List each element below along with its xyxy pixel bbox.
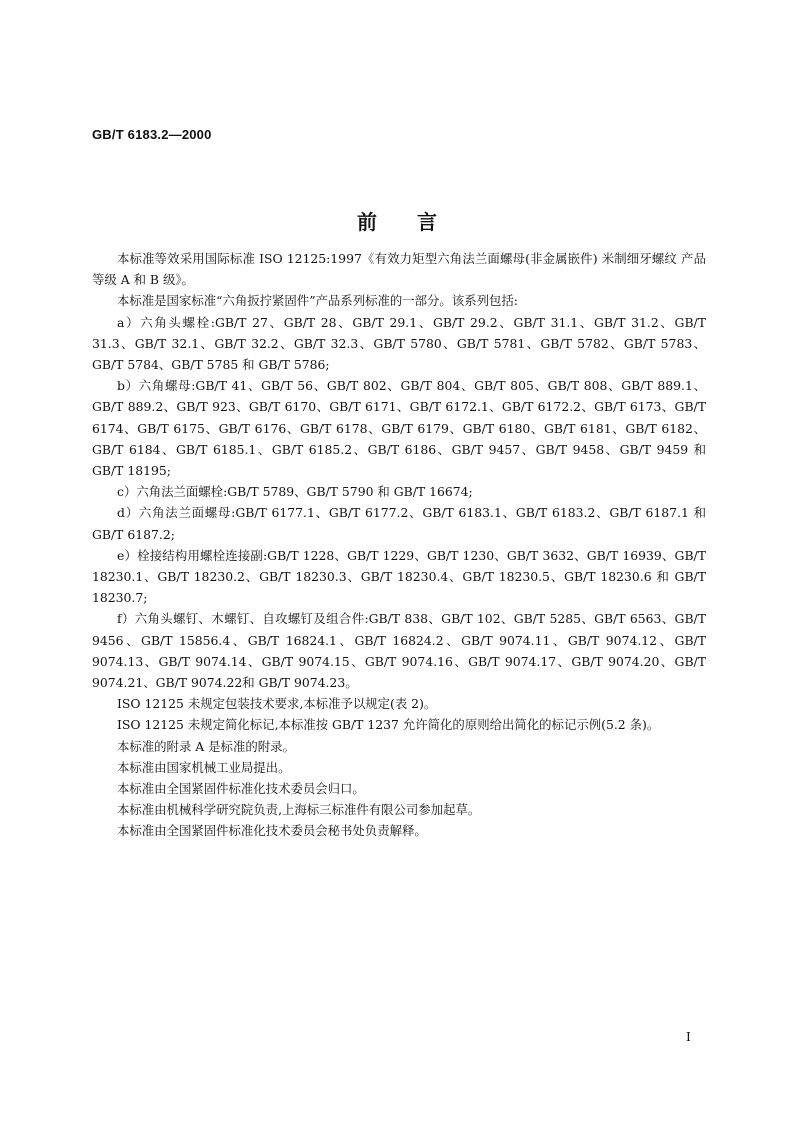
paragraph-adoption: 本标准等效采用国际标准 ISO 12125:1997《有效力矩型六角法兰面螺母(非金属嵌件) 米制细牙螺纹 产品等级 A 和 B 级》。 <box>92 251 706 288</box>
paragraph-interpreted-by: 本标准由全国紧固件标准化技术委员会秘书处负责解释。 <box>117 823 427 839</box>
standard-code: GB/T 6183.2—2000 <box>92 127 212 142</box>
foreword-body <box>92 248 706 842</box>
paragraph-annex: 本标准的附录 A 是标准的附录。 <box>117 738 295 754</box>
page-title: 前言 <box>357 210 477 234</box>
paragraph-series-intro: 本标准是国家标准“六角扳拧紧固件”产品系列标准的一部分。该系列包括: <box>117 293 518 309</box>
paragraph-centralized-by: 本标准由全国紧固件标准化技术委员会归口。 <box>117 781 365 797</box>
paragraph-drafted-by: 本标准由机械科学研究院负责,上海标三标准件有限公司参加起草。 <box>117 802 481 818</box>
list-item-f-screws: f）六角头螺钉、木螺钉、自攻螺钉及组合件:GB/T 838、GB/T 102、GB/T 5285、GB/T 6563、GB/T 9456、GB/T 15856.4、GB/T 16824.1、GB/T 16824.2、GB/T 9074.11、GB/T 9074.12、GB/T 9074.13、GB/T 9074.14、GB/T 9074.15、GB/T 9074.16、GB/T 9074.17、GB/T 9074.20、GB/T 9074.21、GB/T 9074.22和 GB/T 9074.23。 <box>92 611 706 691</box>
list-item-a-bolts: a）六角头螺栓:GB/T 27、GB/T 28、GB/T 29.1、GB/T 29.2、GB/T 31.1、GB/T 31.2、GB/T 31.3、GB/T 32.1、GB/T 32.2、GB/T 32.3、GB/T 5780、GB/T 5781、GB/T 5782、GB/T 5783、GB/T 5784、GB/T 5785 和 GB/T 5786; <box>92 314 706 373</box>
paragraph-proposed-by: 本标准由国家机械工业局提出。 <box>117 759 291 775</box>
list-item-c-flange-bolts: c）六角法兰面螺栓:GB/T 5789、GB/T 5790 和 GB/T 16674; <box>117 484 473 500</box>
list-item-e-structural-bolting: e）栓接结构用螺栓连接副:GB/T 1228、GB/T 1229、GB/T 1230、GB/T 3632、GB/T 16939、GB/T 18230.1、GB/T 18230.2、GB/T 18230.3、GB/T 18230.4、GB/T 18230.5、GB/T 18230.6 和 GB/T 18230.7; <box>92 547 706 606</box>
paragraph-marking: ISO 12125 未规定简化标记,本标准按 GB/T 1237 允许简化的原则给出简化的标记示例(5.2 条)。 <box>117 717 660 733</box>
list-item-b-nuts: b）六角螺母:GB/T 41、GB/T 56、GB/T 802、GB/T 804、GB/T 805、GB/T 808、GB/T 889.1、GB/T 889.2、GB/T 923、GB/T 6170、GB/T 6171、GB/T 6172.1、GB/T 6172.2、GB/T 6173、GB/T 6174、GB/T 6175、GB/T 6176、GB/T 6178、GB/T 6179、GB/T 6180、GB/T 6181、GB/T 6182、GB/T 6184、GB/T 6185.1、GB/T 6185.2、GB/T 6186、GB/T 9457、GB/T 9458、GB/T 9459 和 GB/T 18195; <box>92 378 706 479</box>
paragraph-packaging: ISO 12125 未规定包装技术要求,本标准予以规定(表 2)。 <box>117 696 437 712</box>
page-number: I <box>686 1030 691 1044</box>
list-item-d-flange-nuts: d）六角法兰面螺母:GB/T 6177.1、GB/T 6177.2、GB/T 6183.1、GB/T 6183.2、GB/T 6187.1 和 GB/T 6187.2; <box>92 505 706 542</box>
